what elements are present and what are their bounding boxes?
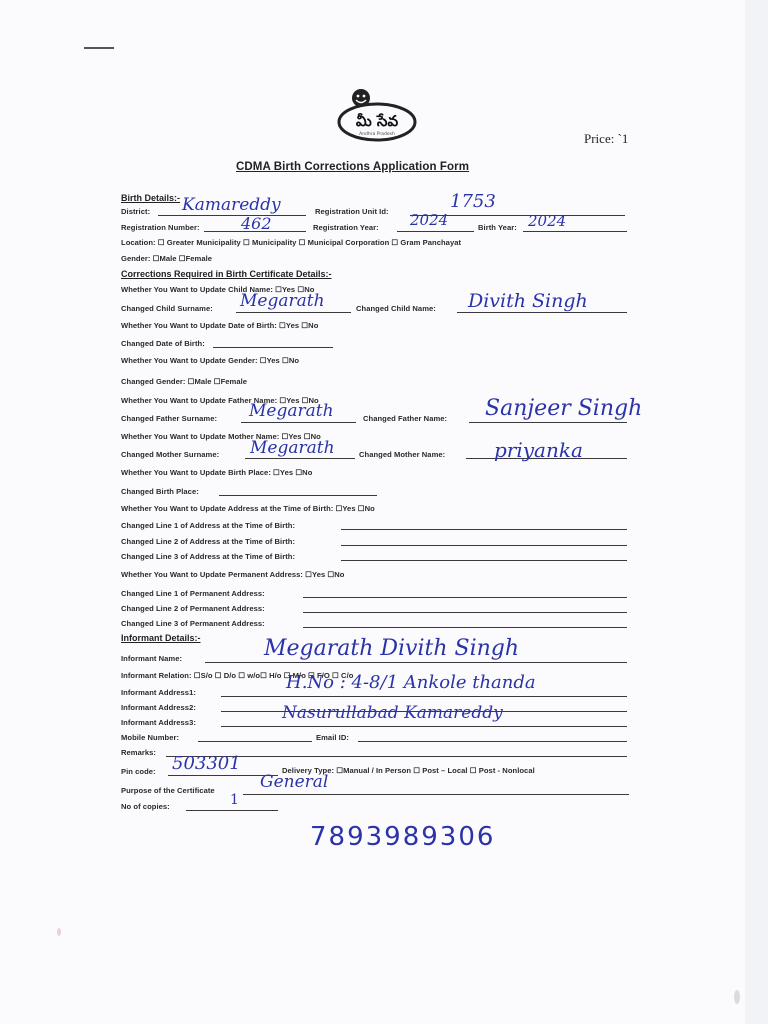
birth-year-value[interactable]: 2024 [528,212,567,230]
birth-details-heading: Birth Details:- [121,193,181,203]
mobile-number-line [198,741,312,742]
mobile-number-label: Mobile Number: [121,733,180,742]
page-edge [745,0,768,1024]
registration-number-value[interactable]: 462 [241,214,272,233]
father-surname-label: Changed Father Surname: [121,414,218,423]
email-id-line [358,741,627,742]
registration-unit-label: Registration Unit Id: [315,207,389,216]
informant-address3-line [221,726,627,727]
purpose-line [243,794,629,795]
pen-mark [84,47,114,49]
address-line1-label: Changed Line 1 of Address at the Time of Birth: [121,521,296,530]
changed-dob-line [213,347,333,348]
form-title: CDMA Birth Corrections Application Form [236,161,470,173]
update-birth-place[interactable]: Whether You Want to Update Birth Place: ☐Yes ☐No [121,468,313,477]
district-line [158,215,306,216]
mother-name-label: Changed Mother Name: [359,450,446,459]
informant-address1-label: Informant Address1: [121,688,196,697]
address-line2-line [341,545,627,546]
delivery-type[interactable]: Delivery Type: ☐Manual / In Person ☐ Post – Local ☐ Post - Nonlocal [282,766,535,775]
price: Price: `1 [584,131,629,146]
handwritten-phone-number: 7893989306 [310,822,496,852]
copies-value[interactable]: 1 [230,792,239,808]
update-dob[interactable]: Whether You Want to Update Date of Birth: ☐Yes ☐No [121,321,319,330]
district-value[interactable]: Kamareddy [182,195,281,215]
informant-address3-value[interactable]: Nasurullabad Kamareddy [282,703,503,723]
informant-address1-value[interactable]: H.No : 4-8/1 Ankole thanda [286,672,536,693]
perm-line1-line [303,597,627,598]
remarks-label: Remarks: [121,748,157,757]
perm-line3-line [303,627,627,628]
registration-year-value[interactable]: 2024 [410,211,449,229]
child-surname-line [236,312,351,313]
child-surname-value[interactable]: Megarath [240,291,325,311]
registration-number-label: Registration Number: [121,223,200,232]
father-name-label: Changed Father Name: [363,414,448,423]
svg-text:మీ సేవ: మీ సేవ [355,112,399,130]
changed-birth-place-line [219,495,377,496]
copies-label: No of copies: [121,802,170,811]
birth-year-label: Birth Year: [478,223,517,232]
update-child-name[interactable]: Whether You Want to Update Child Name: ☐Yes ☐No [121,285,315,294]
mother-name-value[interactable]: priyanka [494,438,583,462]
pin-code-label: Pin code: [121,767,156,776]
paper-mark [734,990,740,1004]
child-name-label: Changed Child Name: [356,304,436,313]
informant-name-label: Informant Name: [121,654,183,663]
registration-year-label: Registration Year: [313,223,379,232]
perm-line1-label: Changed Line 1 of Permanent Address: [121,589,265,598]
address-line2-label: Changed Line 2 of Address at the Time of Birth: [121,537,296,546]
paper-mark [57,928,61,936]
address-line3-label: Changed Line 3 of Address at the Time of Birth: [121,552,296,561]
svg-text:Andhra Pradesh: Andhra Pradesh [359,132,395,137]
father-surname-value[interactable]: Megarath [249,401,334,421]
update-gender[interactable]: Whether You Want to Update Gender: ☐Yes ☐No [121,356,300,365]
informant-heading: Informant Details:- [121,633,201,643]
mother-surname-label: Changed Mother Surname: [121,450,220,459]
address-line1-line [341,529,627,530]
corrections-heading: Corrections Required in Birth Certificate Details:- [121,269,332,279]
informant-name-line [205,662,627,663]
changed-gender[interactable]: Changed Gender: ☐Male ☐Female [121,377,248,386]
mother-surname-value[interactable]: Megarath [250,438,335,458]
perm-line2-line [303,612,627,613]
birth-year-line [523,231,627,232]
email-id-label: Email ID: [316,733,349,742]
update-mother-name[interactable]: Whether You Want to Update Mother Name: ☐Yes ☐No [121,432,321,441]
father-name-value[interactable]: Sanjeer Singh [485,396,643,421]
child-name-line [457,312,627,313]
gender-options[interactable]: Gender: ☐Male ☐Female [121,254,213,263]
district-label: District: [121,207,151,216]
informant-relation[interactable]: Informant Relation: ☐S/o ☐ D/o ☐ w/o☐ H/o ☐ M/o ☐ F/O ☐ C/o [121,671,354,680]
registration-unit-value[interactable]: 1753 [450,191,496,212]
child-name-value[interactable]: Divith Singh [468,290,588,312]
father-name-line [469,422,627,423]
informant-name-value[interactable]: Megarath Divith Singh [264,636,520,661]
informant-address1-line [221,696,627,697]
purpose-value[interactable]: General [260,772,329,792]
changed-dob-label: Changed Date of Birth: [121,339,205,348]
informant-address3-label: Informant Address3: [121,718,196,727]
copies-line [186,810,278,811]
child-surname-label: Changed Child Surname: [121,304,213,313]
update-address[interactable]: Whether You Want to Update Address at the Time of Birth: ☐Yes ☐No [121,504,375,513]
meeseva-logo [336,86,418,142]
perm-line2-label: Changed Line 2 of Permanent Address: [121,604,265,613]
purpose-label: Purpose of the Certificate [121,786,215,795]
address-line3-line [341,560,627,561]
informant-address2-label: Informant Address2: [121,703,196,712]
mother-surname-line [245,458,355,459]
registration-year-line [397,231,474,232]
update-father-name[interactable]: Whether You Want to Update Father Name: ☐Yes ☐No [121,396,319,405]
father-surname-line [241,422,356,423]
pin-code-value[interactable]: 503301 [172,753,241,774]
changed-birth-place-label: Changed Birth Place: [121,487,199,496]
perm-line3-label: Changed Line 3 of Permanent Address: [121,619,265,628]
location-options[interactable]: Location: ☐ Greater Municipality ☐ Municipality ☐ Municipal Corporation ☐ Gram Panchayat [121,238,462,247]
update-permanent-address[interactable]: Whether You Want to Update Permanent Address: ☐Yes ☐No [121,570,345,579]
